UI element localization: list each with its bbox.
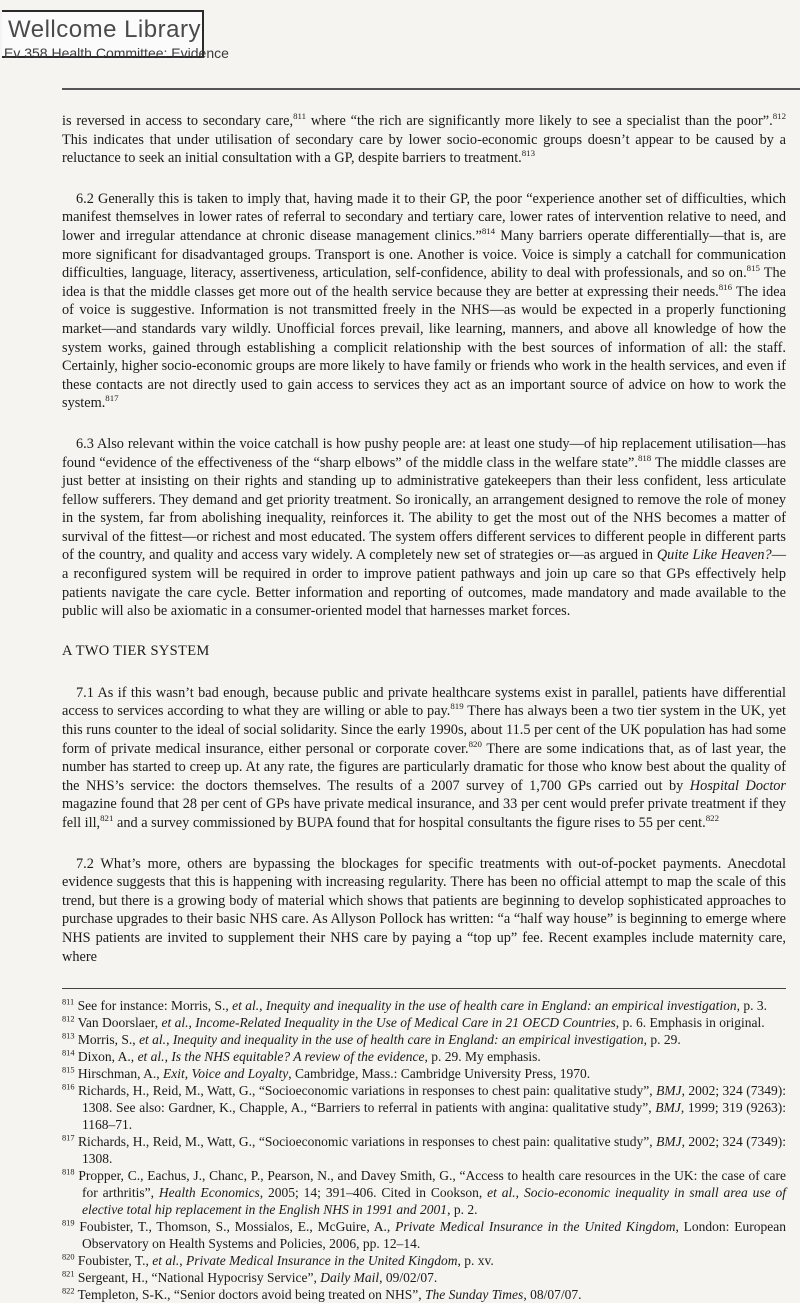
text-run: Richards, H., Reid, M., Watt, G., “Socioeconomic variations in responses to chest pain: qualitative study”, <box>74 1083 657 1099</box>
paragraph <box>62 112 786 168</box>
italic-text: et al. <box>232 998 260 1014</box>
text-run: The idea of voice is suggestive. Information is not transmitted freely in the NHS—as would be expected in a properly functioning market—and standards vary wildly. Unofficial forces prevail, like learning, manners, and above all knowledge of how the system works, gained through establishing a complicit relationship with the best sources of information of all: the staff. Certainly, higher socio-economic groups are more likely to have family or friends who work in the health services, and even if these contacts are not directly used to gain access to services they act as an important source of advice on how to work the system. <box>62 283 786 412</box>
footnote-ref: 820 <box>468 738 482 749</box>
italic-text: Inequity and inequality in the use of health care in England: an empirical investigation <box>172 1032 644 1048</box>
footnote-ref: 811 <box>62 997 75 1007</box>
text-run: The idea is that the middle classes get more out of the health service because they are better at expressing their needs. <box>62 265 786 300</box>
footnote-ref: 821 <box>62 1269 75 1279</box>
text-run: Hirschman, A., <box>74 1066 164 1082</box>
text-run: , 08/07/07. <box>523 1287 582 1303</box>
text-run: where “the rich are significantly more likely to see a specialist than the poor”. <box>306 113 773 129</box>
paragraph <box>62 684 786 833</box>
footnote-ref: 812 <box>772 111 786 122</box>
text-run: 6.2 Generally this is taken to imply that, having made it to their GP, the poor “experience another set of difficulties, which manifest themselves in lower rates of referral to secondary and tertiary care, lower rates of intervention relative to need, and lower and irregular attendance at chronic disease management clinics.” <box>62 190 786 244</box>
header-rule <box>62 88 800 90</box>
page-header: Ev 358 Health Committee: Evidence <box>4 45 229 61</box>
text-run: 6.3 Also relevant within the voice catchall is how pushy people are: at least one study—of hip replacement utilisation—has found “evidence of the effectiveness of the “sharp elbows” of the middle class in the welfare state”. <box>62 435 786 471</box>
text-run: , <box>179 1253 187 1269</box>
text-run: Van Doorslaer, <box>74 1015 162 1031</box>
footnotes <box>62 997 786 1303</box>
footnote-ref: 817 <box>62 1133 75 1143</box>
footnote-item <box>62 1218 786 1252</box>
footnote-ref: 822 <box>705 813 720 824</box>
footnote-item <box>62 1065 786 1082</box>
text-run: Morris, S., <box>74 1032 140 1048</box>
text-run: , London: European Observatory on Health Systems and Policies, 2006, pp. 12–14. <box>82 1219 786 1252</box>
footnote-ref: 820 <box>62 1252 75 1262</box>
footnote-ref: 814 <box>62 1048 75 1058</box>
text-run: The middle classes are just better at insisting on their rights and standing up to administrative gatekeepers than their less confident, less articulate fellow sufferers. They demand and get priority treatment. So ironically, an arrangement designed to remove the role of money in the system, far from abolishing inequality, reinforces it. The ability to get the most out of the NHS becomes a matter of survival of the fittest—or richest and most educated. The system offers different services to different people in different parts of the country, and quality and access vary widely. A completely new set of strategies or—as argued in <box>62 454 786 564</box>
footnote-ref: 815 <box>746 263 760 274</box>
footnote-item <box>62 1133 786 1167</box>
text-run: , 1999; 319 (9263): 1168–71. <box>82 1100 786 1133</box>
footnote-ref: 818 <box>637 452 652 463</box>
text-run: and a survey commissioned by BUPA found that for hospital consultants the figure rises to 55 per cent. <box>113 815 706 831</box>
text-run: , <box>164 1049 172 1065</box>
italic-text: Exit, Voice and Loyalty <box>163 1066 289 1082</box>
footnote-ref: 813 <box>62 1031 75 1041</box>
italic-text: The Sunday Times <box>425 1287 524 1303</box>
italic-text: Quite Like Heaven? <box>656 547 772 564</box>
italic-text: Is the NHS equitable? A review of the evidence <box>171 1049 425 1065</box>
italic-text: Socio-economic inequality in small area use of elective total hip replacement in the English NHS in 1991 and 2001 <box>82 1185 787 1218</box>
body-paragraphs-bottom <box>62 684 786 966</box>
text-run: Foubister, T., <box>74 1253 153 1269</box>
footnote-ref: 813 <box>521 148 536 159</box>
text-run: Templeton, S-K., “Senior doctors avoid being treated on NHS”, <box>74 1287 426 1303</box>
italic-text: et al. <box>139 1032 167 1048</box>
text-run: There are some indications that, as of last year, the number has started to creep up. At any rate, the figures are particularly dramatic for those who know best about the quality of the NHS’s service: the doctors themselves. The results of a 2007 survey of 1,700 GPs carried out by <box>62 740 786 794</box>
footnote-ref: 814 <box>481 226 496 237</box>
footnote-ref: 816 <box>62 1082 75 1092</box>
footnote-ref: 816 <box>718 281 733 292</box>
text-run: , <box>188 1015 196 1031</box>
italic-text: BMJ <box>656 1083 682 1099</box>
text-run: 7.1 As if this wasn’t bad enough, because public and private healthcare systems exist in parallel, patients have differential access to services according to what they are willing or able to pay. <box>62 684 786 720</box>
footnote-item <box>62 1014 786 1031</box>
text-run: , p. 29. My emphasis. <box>424 1049 541 1065</box>
footnote-item <box>62 1082 786 1133</box>
footnote-item <box>62 1286 786 1303</box>
footnote-item <box>62 1269 786 1286</box>
page-body <box>62 112 786 1303</box>
italic-text: et al. <box>487 1185 516 1201</box>
text-run: , p. 6. Emphasis in original. <box>615 1015 765 1031</box>
text-run: Many barriers operate differentially—that is, are more significant for disadvantaged groups. Transport is one. Another is voice. Voice is simply a catchall for communication difficulties, language, literacy, assertiveness, articulation, self-confidence, ability to deal with professionals, and so on. <box>62 227 786 282</box>
footnote-ref: 821 <box>100 813 114 824</box>
text-run: This indicates that under utilisation of secondary care by lower socio-economic groups doesn’t appear to be caused by a reluctance to seek an initial consultation with a GP, despite barriers to treatment. <box>62 131 786 167</box>
footnote-item <box>62 1048 786 1065</box>
footnote-ref: 819 <box>62 1218 75 1228</box>
footnote-ref: 819 <box>450 701 464 712</box>
text-run: Propper, C., Eachus, J., Chanc, P., Pearson, N., and Davey Smith, G., “Access to health care resources in the UK: the case of care for arthritis”, <box>74 1168 786 1201</box>
footnote-rule <box>62 988 786 989</box>
text-run: , 2005; 14; 391–406. Cited in Cookson, <box>259 1185 488 1201</box>
italic-text: Health Economics <box>158 1185 260 1201</box>
text-run: Dixon, A., <box>74 1049 138 1065</box>
text-run: , <box>259 998 266 1014</box>
text-run: is reversed in access to secondary care, <box>62 113 294 129</box>
text-run: , p. xv. <box>457 1253 494 1269</box>
text-run: , <box>515 1185 524 1201</box>
footnote-ref: 822 <box>62 1286 75 1296</box>
footnote-ref: 811 <box>293 111 307 122</box>
italic-text: et al. <box>152 1253 180 1269</box>
text-run: See for instance: Morris, S., <box>74 998 233 1014</box>
text-run: Foubister, T., Thomson, S., Mossialos, E., McGuire, A., <box>74 1219 396 1235</box>
text-run: , p. 29. <box>643 1032 681 1048</box>
text-run: —a reconfigured system will be required in order to improve patient pathways and join up care so that GPs effectively help patients navigate the care cycle. Better information and reporting of outcomes, made mandatory and made available to the public will also be axiomatic in a consumer-oriented model that harnesses market forces. <box>62 547 787 620</box>
paragraph <box>62 190 786 413</box>
footnote-ref: 817 <box>105 393 119 404</box>
italic-text: BMJ <box>656 1134 682 1150</box>
text-run: , p. 3. <box>736 998 768 1014</box>
footnote-item <box>62 1167 786 1218</box>
text-run: , Cambridge, Mass.: Cambridge University Press, 1970. <box>288 1066 591 1082</box>
paragraph <box>62 435 786 621</box>
italic-text: Hospital Doctor <box>689 777 786 794</box>
text-run: Richards, H., Reid, M., Watt, G., “Socioeconomic variations in responses to chest pain: qualitative study”, <box>74 1134 657 1150</box>
footnote-ref: 818 <box>62 1167 75 1177</box>
footnote-ref: 815 <box>62 1065 75 1075</box>
text-run: , 2002; 324 (7349): 1308. <box>82 1134 786 1167</box>
italic-text: et al. <box>137 1049 165 1065</box>
text-run: , <box>166 1032 173 1048</box>
text-run: , 09/02/07. <box>379 1270 438 1286</box>
footnote-ref: 812 <box>62 1014 75 1024</box>
italic-text: et al. <box>161 1015 189 1031</box>
text-run: There has always been a two tier system in the UK, yet this runs counter to the ideal of social solidarity. Since the early 1990s, about 11.5 per cent of the UK population has had some form of private medical insurance, either personal or corporate cover. <box>62 703 786 757</box>
section-heading: A TWO TIER SYSTEM <box>62 642 210 659</box>
library-stamp-title: Wellcome Library <box>8 16 201 43</box>
italic-text: Private Medical Insurance in the United Kingdom <box>186 1253 458 1269</box>
footnote-item <box>62 997 786 1014</box>
body-paragraphs-top <box>62 112 786 621</box>
italic-text: Inequity and inequality in the use of health care in England: an empirical investigation <box>265 998 737 1014</box>
text-run: magazine found that 28 per cent of GPs have private medical insurance, and 33 per cent would prefer private treatment if they fell ill, <box>62 796 786 831</box>
text-run: , 2002; 324 (7349): 1308. See also: Gardner, K., Chapple, A., “Barriers to referral in patients with angina: qualitative study”, <box>82 1083 786 1116</box>
footnote-item <box>62 1031 786 1048</box>
paragraph <box>62 855 786 967</box>
italic-text: Daily Mail <box>320 1270 380 1286</box>
italic-text: Private Medical Insurance in the United Kingdom <box>395 1219 676 1235</box>
text-run: 7.2 What’s more, others are bypassing the blockages for specific treatments with out-of-pocket payments. Anecdotal evidence suggests that this is happening with increasing regularity. There has been no official attempt to map the scale of this trend, but there is a growing body of material which shows that patients are beginning to develop sophisticated approaches to purchase upgrades to their basic NHS care. As Allyson Pollock has written: “a “half way house” is beginning to emerge where NHS patients are invited to supplement their NHS care by paying a “top up” fee. Recent examples include maternity care, where <box>62 855 786 965</box>
italic-text: BMJ <box>655 1100 681 1116</box>
text-run: , p. 2. <box>447 1202 478 1218</box>
text-run: Sergeant, H., “National Hypocrisy Service”, <box>74 1270 321 1286</box>
italic-text: Income-Related Inequality in the Use of Medical Care in 21 OECD Countries <box>195 1015 616 1031</box>
